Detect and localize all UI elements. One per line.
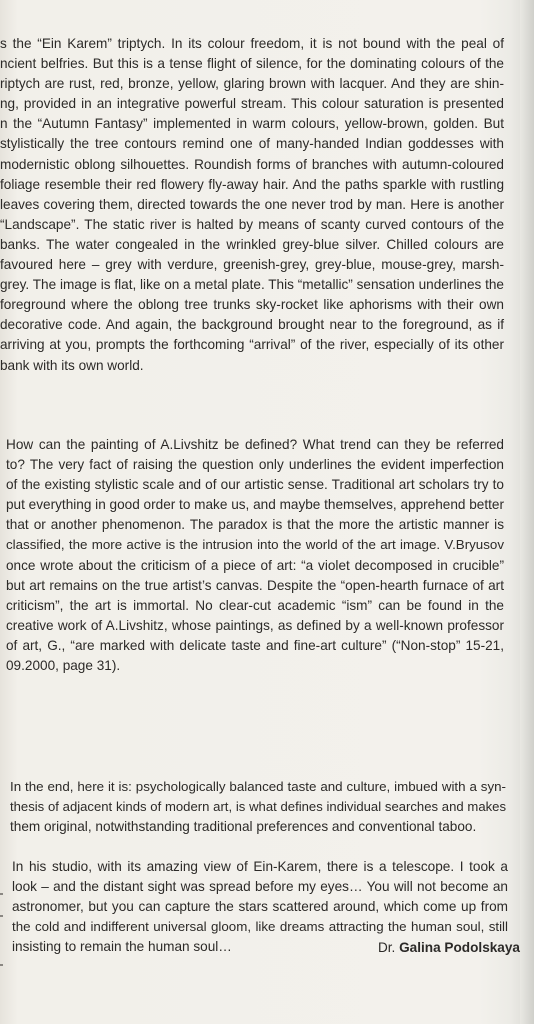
text-line: 09.2000, page 31). [6,658,121,674]
text-line: to? The very fact of raising the question only underlines the evident imperfection [6,457,504,473]
paragraph-conclusion [10,777,506,837]
text-line: the cold and indifferent universal gloom, like dreams attracting the human soul, still [12,919,508,935]
text-line: “Landscape”. The static river is halted by means of scanty curved contours of the [0,216,504,232]
text-line: In his studio, with its amazing view of Ein-Karem, there is a telescope. I took a [12,859,508,874]
text-line: leaves covering them, directed towards the one never trod by man. Here is another [0,196,504,212]
margin-mark [0,915,3,917]
text-line: put everything in good order to make us, and maybe themselves, apprehend better [6,497,504,513]
text-line: How can the painting of A.Livshitz be defined? What trend can they be referred [6,437,504,452]
text-line: foliage resemble their red flowery fly-away hair. And the paths sparkle with rustling [0,176,504,192]
text-line: riptych are rust, red, bronze, yellow, glaring brown with lacquer. And they are shin- [0,76,504,92]
text-line: decorative code. And again, the background brought near to the foreground, as if [0,317,504,333]
text-line: favoured here – grey with verdure, greenish-grey, grey-blue, mouse-grey, marsh- [0,257,504,273]
paragraph-style-definition [6,435,504,676]
text-line: of the existing stylistic scale and of our artistic sense. Traditional art scholars try to [6,477,504,493]
text-line: banks. The water congealed in the wrinkled grey-blue silver. Chilled colours are [0,236,504,252]
margin-mark [0,893,3,895]
margin-mark [0,964,3,966]
text-line: arriving at you, prompts the forthcoming “arrival” of the river, especially of its other [0,337,504,353]
text-line: grey. The image is flat, like on a metal plate. This “metallic” sensation underlines the [0,277,504,293]
text-line: insisting to remain the human soul… [12,939,232,955]
paragraph-ein-karem [0,34,504,376]
text-line: modernistic oblong silhouettes. Roundish forms of branches with autumn-coloured [0,156,504,172]
text-line: but art remains on the true artist’s canvas. Despite the “open-hearth furnace of art [6,577,504,593]
text-line: thesis of adjacent kinds of modern art, is what defines individual searches and makes [10,799,506,815]
text-line: them original, notwithstanding traditional preferences and conventional taboo. [10,819,477,835]
text-line: classified, the more active is the intrusion into the world of the art image. V.Bryusov [6,537,504,553]
page-spine-shadow [520,0,534,1024]
signature-title: Dr. [377,940,396,955]
text-line: s the “Ein Karem” triptych. In its colour freedom, it is not bound with the peal of [0,36,504,51]
text-line: once wrote about the criticism of a piece of art: “a violet decomposed in crucible” [6,557,504,573]
text-line: of art, G., “are marked with delicate taste and fine-art culture” (“Non-stop” 15-21, [6,637,504,653]
text-line: astronomer, but you can capture the stars scattered around, which come up from [12,899,508,915]
text-line: creative work of A.Livshitz, whose paintings, as defined by a well-known professor [6,617,504,633]
text-line: stylistically the tree contours remind one of many-handed Indian goddesses with [0,136,504,152]
text-line: bank with its own world. [0,357,144,373]
text-line: look – and the distant sight was spread before my eyes… You will not become an [12,879,508,895]
text-line: that or another phenomenon. The paradox is that the more the artistic manner is [6,517,504,533]
text-line: ncient belfries. But this is a tense flight of silence, for the dominating colours of the [0,56,504,72]
text-line: n the “Autumn Fantasy” implemented in warm colours, yellow-brown, golden. But [0,116,504,132]
author-signature [378,940,520,955]
text-line: In the end, here it is: psychologically balanced taste and culture, imbued with a syn- [10,779,506,794]
text-line: criticism”, the art is immortal. No clear-cut academic “ism” can be found in the [6,597,504,613]
text-line: foreground where the oblong tree trunks sky-rocket like aphorisms with their own [0,297,504,313]
text-line: ng, provided in an integrative powerful stream. This colour saturation is presented [0,96,504,112]
signature-name: Galina Podolskaya [399,940,520,955]
